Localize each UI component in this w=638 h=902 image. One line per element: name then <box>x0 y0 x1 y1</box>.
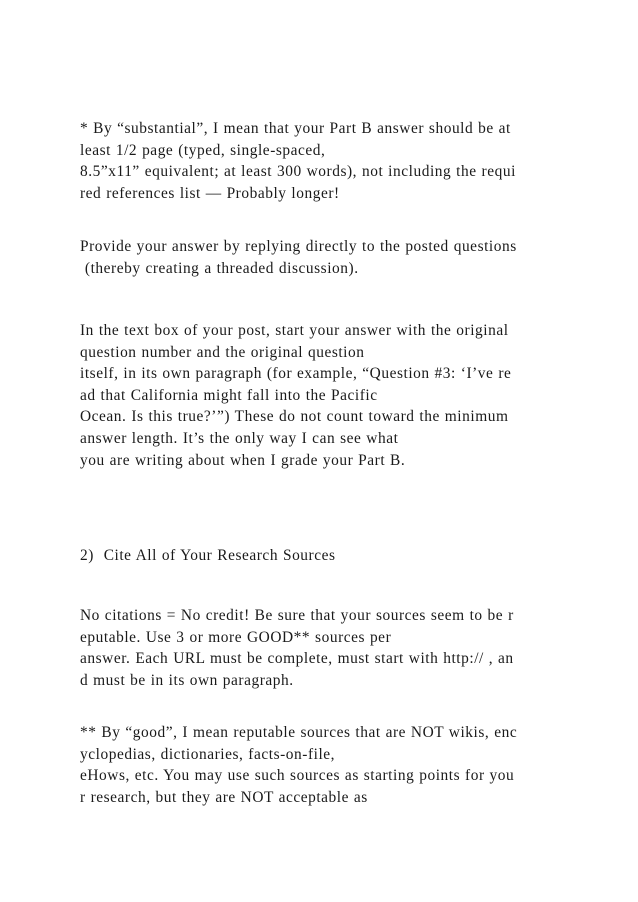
text-line: d must be in its own paragraph. <box>80 671 294 689</box>
good-sources-note-paragraph <box>80 722 600 808</box>
text-line: question number and the original question <box>80 343 365 361</box>
section-heading <box>80 545 600 567</box>
text-line: (thereby creating a threaded discussion). <box>80 259 359 277</box>
substantial-note-paragraph <box>80 118 600 204</box>
text-line: eHows, etc. You may use such sources as starting points for you <box>80 767 515 785</box>
heading-line: 2) Cite All of Your Research Sources <box>80 547 336 564</box>
reply-instruction-paragraph <box>80 236 600 279</box>
text-line: itself, in its own paragraph (for example, “Question #3: ‘I’ve re <box>80 365 512 383</box>
citations-paragraph <box>80 605 600 691</box>
text-line: you are writing about when I grade your Part B. <box>80 451 406 469</box>
text-line: Provide your answer by replying directly to the posted questions <box>80 238 517 255</box>
text-line: eputable. Use 3 or more GOOD** sources per <box>80 628 392 646</box>
text-line: red references list — Probably longer! <box>80 184 340 202</box>
text-line: No citations = No credit! Be sure that your sources seem to be r <box>80 607 514 624</box>
text-line: ** By “good”, I mean reputable sources that are NOT wikis, enc <box>80 724 518 741</box>
text-line: answer. Each URL must be complete, must start with http:// , an <box>80 650 514 668</box>
text-line: * By “substantial”, I mean that your Part B answer should be at <box>80 120 511 137</box>
text-line: In the text box of your post, start your answer with the original <box>80 322 509 339</box>
text-line: answer length. It’s the only way I can see what <box>80 429 399 447</box>
text-line: least 1/2 page (typed, single-spaced, <box>80 141 326 159</box>
text-line: yclopedias, dictionaries, facts-on-file, <box>80 745 336 763</box>
text-line: r research, but they are NOT acceptable as <box>80 788 368 806</box>
text-line: ad that California might fall into the Pacific <box>80 386 378 404</box>
text-line: 8.5”x11” equivalent; at least 300 words), not including the requi <box>80 163 516 181</box>
question-format-paragraph <box>80 320 600 471</box>
text-line: Ocean. Is this true?’”) These do not count toward the minimum <box>80 408 509 426</box>
